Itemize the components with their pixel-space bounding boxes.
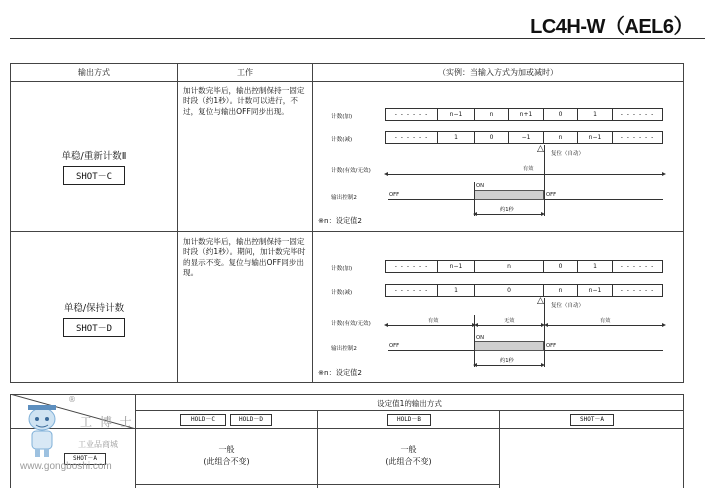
guide-line: [474, 182, 475, 216]
count-enable-label: 计数(有效/无效): [331, 321, 371, 327]
duration-text: 约1秒: [500, 358, 514, 364]
title-rule: [10, 38, 705, 39]
off-right: OFF: [546, 343, 557, 349]
reset-triangle-icon: △: [537, 296, 544, 306]
count-cell: 0: [543, 260, 578, 273]
count-cell: n: [543, 131, 578, 144]
count-cell: 1: [437, 131, 475, 144]
header-work: 工作: [237, 68, 253, 77]
mode-code: SHOT－D: [63, 318, 125, 337]
count-cell: - - - - - -: [612, 131, 663, 144]
count-down-label: 计数(减): [331, 137, 353, 143]
count-cell: - - - - - -: [385, 284, 438, 297]
count-cell: n−1: [577, 284, 613, 297]
watermark-brand: 工 博 士: [80, 415, 134, 429]
duration-arrow: [476, 214, 542, 215]
count-cell: n: [474, 108, 509, 121]
output-label: 输出控制2: [331, 195, 357, 201]
combo-main: 一般: [400, 445, 417, 454]
output-label: 输出控制2: [331, 346, 357, 352]
count-cell: n−1: [437, 260, 475, 273]
duration-arrow: [476, 365, 542, 366]
count-up-label: 计数(加): [331, 266, 353, 272]
note: ※n：设定值2: [318, 368, 362, 377]
output-on-bar: [474, 190, 544, 200]
count-cell: n: [543, 284, 578, 297]
off-right: OFF: [546, 192, 557, 198]
count-cell: - - - - - -: [385, 131, 438, 144]
duration-text: 约1秒: [500, 207, 514, 213]
mode-name: 单稳/保持计数: [63, 303, 125, 314]
combo-cell-1: [136, 444, 317, 468]
count-cell: 0: [474, 131, 509, 144]
count-up-label: 计数(加): [331, 114, 353, 120]
mascot-logo: [22, 401, 60, 461]
off-left: OFF: [389, 343, 400, 349]
enable-text: 有效: [600, 318, 611, 324]
col-hold-d: HOLD－D: [230, 414, 272, 426]
work-description: 加计数完毕后，输出控制保持一固定时段（约1秒）。计数可以进行，不过，复位与输出OFF同步出现。: [183, 86, 305, 116]
reset-text: 复位（自动）: [551, 151, 585, 157]
count-enable-label: 计数(有效/无效): [331, 168, 371, 174]
bottom-header: 设定值1的输出方式: [377, 399, 442, 408]
on-text: ON: [476, 335, 484, 341]
disable-text: 无效: [504, 318, 515, 324]
mode-cell-shot-d: [11, 300, 177, 337]
combo-main: 一般: [218, 445, 235, 454]
signal-low: [544, 350, 663, 351]
disable-arrow: [477, 325, 542, 326]
guide-line: [544, 298, 545, 367]
count-cell: 1: [577, 260, 613, 273]
col-shot-a: SHOT－A: [570, 414, 614, 426]
registered-mark: ®: [68, 395, 76, 404]
output-on-bar: [474, 341, 544, 351]
count-cell: −1: [508, 131, 544, 144]
signal-low: [544, 199, 663, 200]
enable-text: 有效: [428, 318, 439, 324]
enable-text: 有效: [523, 166, 534, 172]
count-cell: - - - - - -: [612, 284, 663, 297]
off-left: OFF: [389, 192, 400, 198]
mode-code: SHOT－C: [63, 166, 125, 185]
enable-arrow: [387, 325, 473, 326]
signal-low: [388, 199, 475, 200]
mode-cell-shot-c: [11, 148, 177, 185]
count-cell: 1: [577, 108, 613, 121]
count-cell: 1: [437, 284, 475, 297]
watermark-shop: 工业品商城: [78, 440, 118, 449]
reset-text: 复位（自动）: [551, 303, 585, 309]
combo-sub: (此组合不变): [385, 457, 432, 466]
reset-triangle-icon: △: [537, 144, 544, 154]
count-cell: n−1: [437, 108, 475, 121]
count-cell: n: [474, 260, 544, 273]
mode-name: 单稳/重新计数Ⅱ: [61, 151, 127, 162]
enable-arrow: [547, 325, 663, 326]
count-cell: 0: [474, 284, 544, 297]
guide-line: [544, 145, 545, 216]
count-cell: - - - - - -: [385, 260, 438, 273]
note: ※n：设定值2: [318, 216, 362, 225]
on-text: ON: [476, 183, 484, 189]
count-cell: n−1: [577, 131, 613, 144]
combo-cell-2: [318, 444, 499, 468]
count-down-label: 计数(减): [331, 290, 353, 296]
combo-sub: (此组合不变): [203, 457, 250, 466]
count-cell: - - - - - -: [385, 108, 438, 121]
header-output-mode: 输出方式: [78, 68, 110, 77]
count-cell: n+1: [508, 108, 544, 121]
watermark-url: www.gongboshi.com: [20, 461, 112, 472]
count-cell: - - - - - -: [612, 108, 663, 121]
guide-line: [474, 315, 475, 367]
enable-arrow: [387, 174, 663, 175]
page-title: LC4H-W（AEL6）: [530, 16, 693, 38]
header-example: （实例：当输入方式为加或减时）: [438, 68, 558, 77]
row-shot-a: SHOT－A: [64, 453, 106, 465]
col-hold-c: HOLD－C: [180, 414, 226, 426]
signal-low: [388, 350, 475, 351]
watermark: [10, 393, 150, 483]
col-hold-b: HOLD－B: [387, 414, 431, 426]
count-cell: 0: [543, 108, 578, 121]
count-cell: - - - - - -: [612, 260, 663, 273]
work-description: 加计数完毕后，输出控制保持一固定时段（约1秒）。期间，加计数完毕时的显示不变。复位与输出OFF同步出现。: [183, 237, 306, 278]
